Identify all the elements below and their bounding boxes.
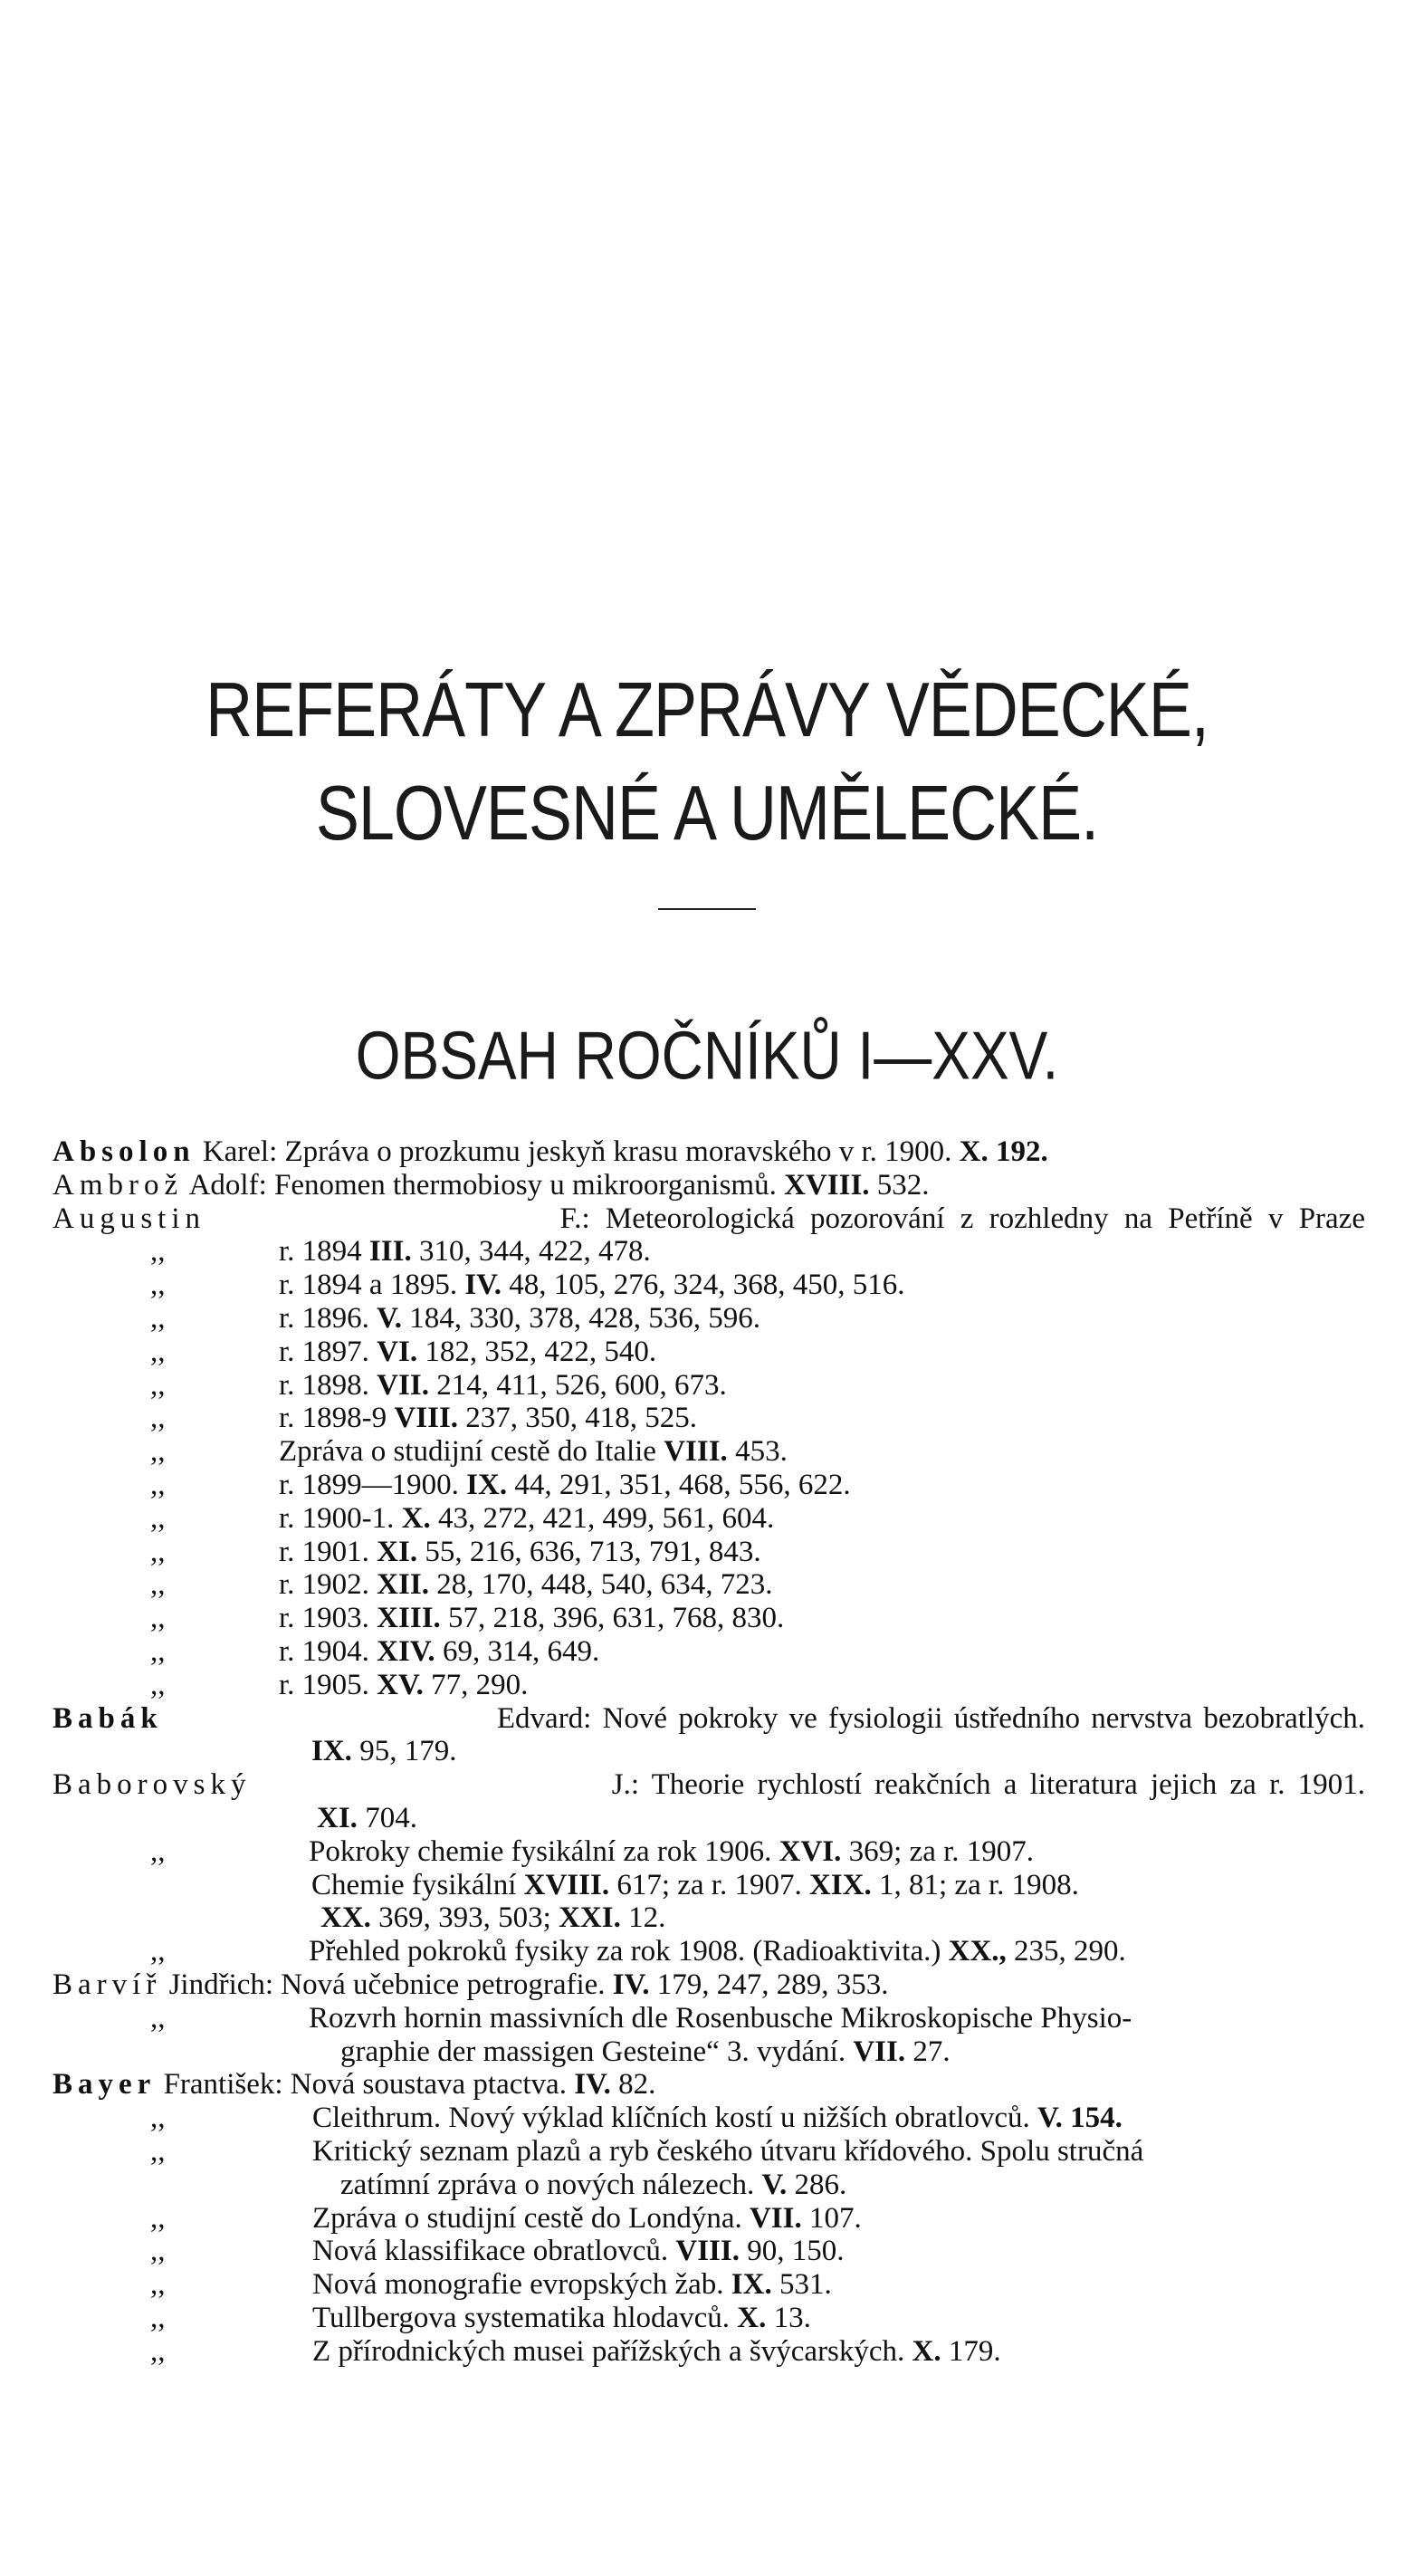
volume: V. bbox=[377, 1301, 402, 1335]
bayer-row bbox=[53, 2202, 1367, 2236]
ditto-mark: ,, bbox=[150, 1568, 166, 1602]
title-line-1: REFERÁTY A ZPRÁVY VĚDECKÉ, bbox=[205, 667, 1209, 753]
entry-text: F.: Meteorologická pozorování z rozhledny na Petříně v Praze bbox=[559, 1202, 1365, 1235]
pages: 44, 291, 351, 468, 556, 622. bbox=[514, 1468, 851, 1501]
augustin-row bbox=[53, 1669, 1367, 1702]
volume: IX. bbox=[466, 1468, 508, 1501]
entry-text: Edvard: Nové pokroky ve fysiologii ústředního nervstva bezobratlých. bbox=[496, 1701, 1365, 1735]
row-text: Pokroky chemie fysikální za rok 1906. bbox=[309, 1834, 772, 1868]
volume: XX., bbox=[948, 1935, 1007, 1968]
pages: 95, 179. bbox=[359, 1735, 457, 1768]
bayer-row bbox=[53, 2235, 1367, 2268]
ditto-mark: ,, bbox=[150, 1301, 166, 1335]
row-text: r. 1900-1. bbox=[279, 1501, 395, 1535]
ditto-mark: ,, bbox=[150, 1501, 166, 1535]
entry-text: František: Nová soustava ptactva. bbox=[163, 2068, 567, 2102]
author-name: Bayer bbox=[53, 2068, 157, 2102]
author-name: Augustin bbox=[53, 1202, 206, 1235]
volume: XV. bbox=[377, 1668, 424, 1701]
augustin-row bbox=[53, 1536, 1367, 1569]
pages: 48, 105, 276, 324, 368, 450, 516. bbox=[509, 1269, 905, 1302]
row-text: r. 1901. bbox=[279, 1535, 369, 1568]
row-text: Kritický seznam plazů a ryb českého útvaru křídového. Spolu stručná bbox=[312, 2134, 1144, 2168]
row-text: r. 1899—1900. bbox=[279, 1468, 459, 1501]
augustin-row bbox=[53, 1402, 1367, 1435]
ditto-mark: ,, bbox=[150, 1602, 166, 1635]
author-name: Baborovský bbox=[53, 1768, 252, 1802]
pages: 43, 272, 421, 499, 561, 604. bbox=[438, 1501, 775, 1535]
pages: 69, 314, 649. bbox=[442, 1634, 600, 1668]
bayer-row bbox=[53, 2102, 1367, 2135]
divider-rule bbox=[658, 908, 756, 910]
entry-absolon bbox=[53, 1135, 1367, 1169]
baborovsky-row bbox=[53, 1835, 1367, 1869]
pages: 57, 218, 396, 631, 768, 830. bbox=[448, 1602, 785, 1635]
pages: 184, 330, 378, 428, 536, 596. bbox=[409, 1301, 760, 1335]
pages: 82. bbox=[618, 2068, 656, 2102]
pages: 286. bbox=[794, 2168, 847, 2201]
row-text: r. 1896. bbox=[279, 1301, 369, 1335]
entry-text: Karel: Zpráva o prozkumu jeskyň krasu moravského v r. 1900. bbox=[202, 1135, 952, 1168]
row-text: r. 1904. bbox=[279, 1634, 369, 1668]
ditto-mark: ,, bbox=[150, 1235, 166, 1269]
pages: 237, 350, 418, 525. bbox=[465, 1402, 698, 1435]
index-list bbox=[53, 1135, 1367, 2368]
augustin-row bbox=[53, 1269, 1367, 1302]
augustin-row bbox=[53, 1235, 1367, 1269]
ditto-mark: ,, bbox=[150, 2301, 166, 2334]
ditto-mark: ,, bbox=[150, 1668, 166, 1701]
entry-bayer bbox=[53, 2068, 1367, 2102]
baborovsky-row bbox=[53, 1935, 1367, 1968]
ditto-mark: ,, bbox=[150, 2201, 166, 2235]
bayer-row bbox=[53, 2268, 1367, 2302]
volume: III. bbox=[368, 1235, 412, 1269]
author-name: Absolon bbox=[53, 1135, 196, 1168]
volume: VIII. bbox=[394, 1402, 459, 1435]
pages: 90, 150. bbox=[747, 2235, 845, 2268]
pages: 107. bbox=[809, 2201, 862, 2235]
row-text: Nová monografie evropských žab. bbox=[312, 2268, 724, 2302]
pages: 13. bbox=[773, 2301, 811, 2334]
row-text: Tullbergova systematika hlodavců. bbox=[312, 2301, 731, 2334]
pages: 27. bbox=[912, 2035, 951, 2068]
entry-ambroz bbox=[53, 1169, 1367, 1202]
volume: IV. bbox=[574, 2068, 611, 2102]
entry-text: Adolf: Fenomen thermobiosy u mikroorganismů. bbox=[188, 1168, 777, 1202]
ditto-mark: ,, bbox=[150, 1834, 166, 1868]
volume: VIII. bbox=[664, 1435, 728, 1469]
pages: 369; za r. 1907. bbox=[848, 1834, 1035, 1868]
augustin-row bbox=[53, 1469, 1367, 1502]
row-text: Chemie fysikální bbox=[311, 1868, 517, 1901]
ditto-mark: ,, bbox=[150, 2001, 166, 2035]
ditto-mark: ,, bbox=[150, 1535, 166, 1568]
ditto-mark: ,, bbox=[150, 2134, 166, 2168]
bayer-row bbox=[53, 2335, 1367, 2369]
pages: 77, 290. bbox=[431, 1668, 529, 1701]
row-text: r. 1894 a 1895. bbox=[279, 1269, 458, 1302]
row-text: Zpráva o studijní cestě do Italie bbox=[279, 1435, 656, 1469]
ditto-mark: ,, bbox=[150, 2102, 166, 2135]
row-text: r. 1898-9 bbox=[279, 1402, 387, 1435]
volume: V. bbox=[761, 2168, 788, 2201]
volume: XVIII. bbox=[523, 1868, 610, 1901]
augustin-row bbox=[53, 1302, 1367, 1336]
subtitle: OBSAH ROČNÍKŮ I—XXV. bbox=[355, 1017, 1059, 1095]
row-text: graphie der massigen Gesteine“ 3. vydání. bbox=[340, 2035, 846, 2068]
augustin-row bbox=[53, 1602, 1367, 1635]
baborovsky-row bbox=[53, 1901, 1367, 1935]
pages: 235, 290. bbox=[1014, 1935, 1126, 1968]
row-text: r. 1902. bbox=[279, 1568, 369, 1602]
ditto-mark: ,, bbox=[150, 1935, 166, 1968]
row-text: Přehled pokroků fysiky za rok 1908. (Radioaktivita.) bbox=[309, 1935, 941, 1968]
volume: VII. bbox=[853, 2035, 906, 2068]
volume: V. bbox=[1037, 2102, 1063, 2135]
row-text: r. 1905. bbox=[279, 1668, 369, 1701]
row-text: Rozvrh hornin massivních dle Rosenbusche Mikroskopische Physio- bbox=[309, 2001, 1132, 2035]
pages: 704. bbox=[365, 1801, 417, 1834]
volume: VIII. bbox=[675, 2235, 740, 2268]
volume: VI. bbox=[377, 1335, 418, 1368]
entry-augustin bbox=[53, 1202, 1365, 1236]
volume: XI. bbox=[377, 1535, 418, 1568]
pages: 179, 247, 289, 353. bbox=[656, 1968, 889, 2001]
ditto-mark: ,, bbox=[150, 1368, 166, 1402]
bayer-row bbox=[53, 2169, 1367, 2202]
row-text: r. 1897. bbox=[279, 1335, 369, 1368]
babak-ref bbox=[53, 1735, 1367, 1768]
volume: VII. bbox=[377, 1368, 429, 1402]
pages: 179. bbox=[948, 2334, 1001, 2368]
bayer-row bbox=[53, 2302, 1367, 2335]
volume: IX. bbox=[311, 1735, 352, 1768]
volume: XVI. bbox=[779, 1834, 842, 1868]
author-name: Ambrož bbox=[53, 1168, 184, 1202]
volume: XX. bbox=[320, 1901, 371, 1935]
entry-babak bbox=[53, 1702, 1365, 1736]
augustin-row bbox=[53, 1435, 1367, 1469]
pages: 531. bbox=[779, 2268, 832, 2302]
row-text: Nová klassifikace obratlovců. bbox=[312, 2235, 669, 2268]
pages: 192. bbox=[995, 1135, 1048, 1168]
title-line-2: SLOVESNÉ A UMĚLECKÉ. bbox=[315, 771, 1099, 857]
row-text: r. 1898. bbox=[279, 1368, 369, 1402]
volume: IX. bbox=[731, 2268, 772, 2302]
volume: XII. bbox=[377, 1568, 429, 1602]
volume: XXI. bbox=[559, 1901, 621, 1935]
augustin-row bbox=[53, 1502, 1367, 1536]
augustin-row bbox=[53, 1568, 1367, 1602]
row-text: Z přírodnických musei pařížských a švýcarských. bbox=[312, 2334, 905, 2368]
pages: 532. bbox=[876, 1168, 930, 1202]
pages: 55, 216, 636, 713, 791, 843. bbox=[425, 1535, 761, 1568]
row-text: Cleithrum. Nový výklad klíčních kostí u nižších obratlovců. bbox=[312, 2102, 1030, 2135]
pages: 12. bbox=[628, 1901, 666, 1935]
row-text: r. 1903. bbox=[279, 1602, 369, 1635]
row-text: zatímní zpráva o nových nálezech. bbox=[340, 2168, 755, 2201]
entry-barvir bbox=[53, 1968, 1367, 2002]
volume: IV. bbox=[464, 1269, 502, 1302]
volume: X. bbox=[912, 2334, 941, 2368]
ditto-mark: ,, bbox=[150, 2268, 166, 2302]
ditto-mark: ,, bbox=[150, 1269, 166, 1302]
pages: 1, 81; za r. 1908. bbox=[879, 1868, 1079, 1901]
ditto-mark: ,, bbox=[150, 1468, 166, 1501]
ditto-mark: ,, bbox=[150, 1435, 166, 1469]
baborovsky-row bbox=[53, 1869, 1367, 1902]
bayer-row bbox=[53, 2135, 1367, 2169]
pages: 369, 393, 503; bbox=[378, 1901, 551, 1935]
pages: 310, 344, 422, 478. bbox=[418, 1235, 651, 1269]
volume: XVIII. bbox=[784, 1168, 870, 1202]
author-name: Barvíř bbox=[53, 1968, 162, 2001]
volume: X. bbox=[401, 1501, 431, 1535]
entry-text: Jindřich: Nová učebnice petrografie. bbox=[168, 1968, 606, 2001]
volume: X. bbox=[959, 1135, 989, 1168]
barvir-row bbox=[53, 2035, 1367, 2069]
augustin-row bbox=[53, 1336, 1367, 1369]
ditto-mark: ,, bbox=[150, 1402, 166, 1435]
ditto-mark: ,, bbox=[150, 2235, 166, 2268]
entry-text: J.: Theorie rychlostí reakčních a literatura jejich za r. 1901. bbox=[611, 1768, 1365, 1802]
volume: VII. bbox=[749, 2201, 802, 2235]
entry-baborovsky bbox=[53, 1768, 1365, 1802]
ditto-mark: ,, bbox=[150, 2334, 166, 2368]
pages: 182, 352, 422, 540. bbox=[425, 1335, 657, 1368]
augustin-row bbox=[53, 1369, 1367, 1403]
author-name: Babák bbox=[53, 1701, 163, 1735]
volume: XI. bbox=[317, 1801, 358, 1834]
augustin-row bbox=[53, 1635, 1367, 1669]
row-text: r. 1894 bbox=[279, 1235, 362, 1269]
ditto-mark: ,, bbox=[150, 1634, 166, 1668]
volume: XIX. bbox=[808, 1868, 872, 1901]
volume: XIII. bbox=[377, 1602, 441, 1635]
pages: 214, 411, 526, 600, 673. bbox=[436, 1368, 727, 1402]
volume: X. bbox=[737, 2301, 767, 2334]
volume: XIV. bbox=[377, 1634, 435, 1668]
ditto-mark: ,, bbox=[150, 1335, 166, 1368]
pages: 453. bbox=[735, 1435, 788, 1469]
barvir-row bbox=[53, 2002, 1367, 2035]
pages: 154. bbox=[1070, 2102, 1123, 2135]
pages: 617; za r. 1907. bbox=[616, 1868, 802, 1901]
baborovsky-ref bbox=[53, 1802, 1367, 1835]
volume: IV. bbox=[612, 1968, 650, 2001]
row-text: Zpráva o studijní cestě do Londýna. bbox=[312, 2201, 742, 2235]
pages: 28, 170, 448, 540, 634, 723. bbox=[436, 1568, 773, 1602]
